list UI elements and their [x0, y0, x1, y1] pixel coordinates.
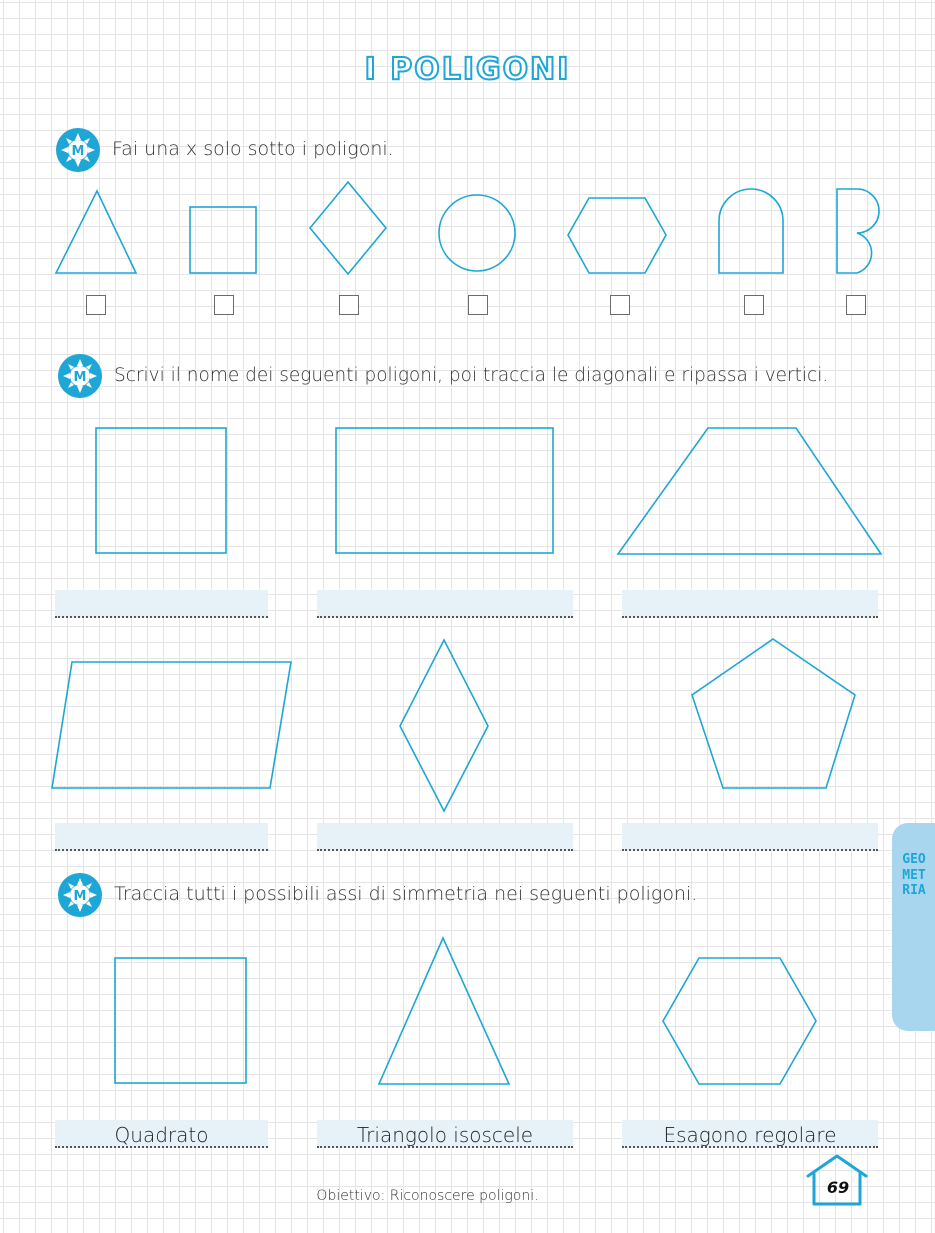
checkbox-rhombus[interactable]: [339, 295, 359, 315]
label-quadrato: Quadrato: [55, 1120, 268, 1148]
square-shape: [115, 958, 246, 1083]
page-title: I POLIGONI: [364, 52, 571, 87]
arch-icon: [719, 189, 783, 273]
badge-letter: M: [71, 144, 85, 159]
page-number: 69: [826, 1178, 850, 1197]
rhombus-icon: [310, 182, 386, 274]
badge-m-icon: [57, 353, 103, 399]
rhombus-shape: [400, 640, 488, 811]
checkbox-arch[interactable]: [744, 295, 764, 315]
ex3-shapes: [0, 930, 935, 1095]
ex2-shapes: [0, 420, 935, 820]
parallelogram-shape: [52, 662, 291, 788]
answer-field-1[interactable]: [55, 590, 268, 618]
instruction-2: Scrivi il nome dei seguenti poligoni, poi traccia le diagonali e ripassa i vertici.: [114, 365, 829, 386]
answer-field-4[interactable]: [55, 823, 268, 851]
badge-m-icon: [55, 127, 101, 173]
answer-field-2[interactable]: [317, 590, 573, 618]
instruction-3: Traccia tutti i possibili assi di simmetria nei seguenti poligoni.: [114, 883, 698, 905]
checkbox-hexagon[interactable]: [610, 295, 630, 315]
isosceles-triangle-shape: [379, 938, 509, 1084]
answer-field-5[interactable]: [317, 823, 573, 851]
rectangle-shape: [336, 428, 553, 553]
label-esagono: Esagono regolare: [622, 1120, 878, 1148]
pentagon-shape: [692, 639, 855, 788]
answer-field-3[interactable]: [622, 590, 878, 618]
letter-b-icon: [837, 189, 879, 273]
badge-letter: M: [73, 370, 87, 385]
square-icon: [190, 207, 256, 273]
instruction-1: Fai una x solo sotto i poligoni.: [112, 138, 394, 160]
footer-objective: Obiettivo: Riconoscere poligoni.: [316, 1188, 539, 1204]
triangle-icon: [56, 191, 136, 273]
checkbox-square[interactable]: [214, 295, 234, 315]
checkbox-triangle[interactable]: [86, 295, 106, 315]
circle-icon: [439, 195, 515, 271]
side-tab-label: GEOMETRIA: [902, 852, 926, 898]
label-triangolo: Triangolo isoscele: [317, 1120, 573, 1148]
hexagon-shape: [663, 958, 816, 1084]
answer-field-6[interactable]: [622, 823, 878, 851]
badge-m-icon: [57, 872, 103, 918]
checkbox-circle[interactable]: [468, 295, 488, 315]
hexagon-icon: [568, 198, 666, 273]
ex1-shapes: [0, 175, 935, 285]
trapezoid-shape: [618, 428, 881, 554]
badge-letter: M: [73, 889, 87, 904]
square-shape: [96, 428, 226, 553]
checkbox-letter-b[interactable]: [846, 295, 866, 315]
